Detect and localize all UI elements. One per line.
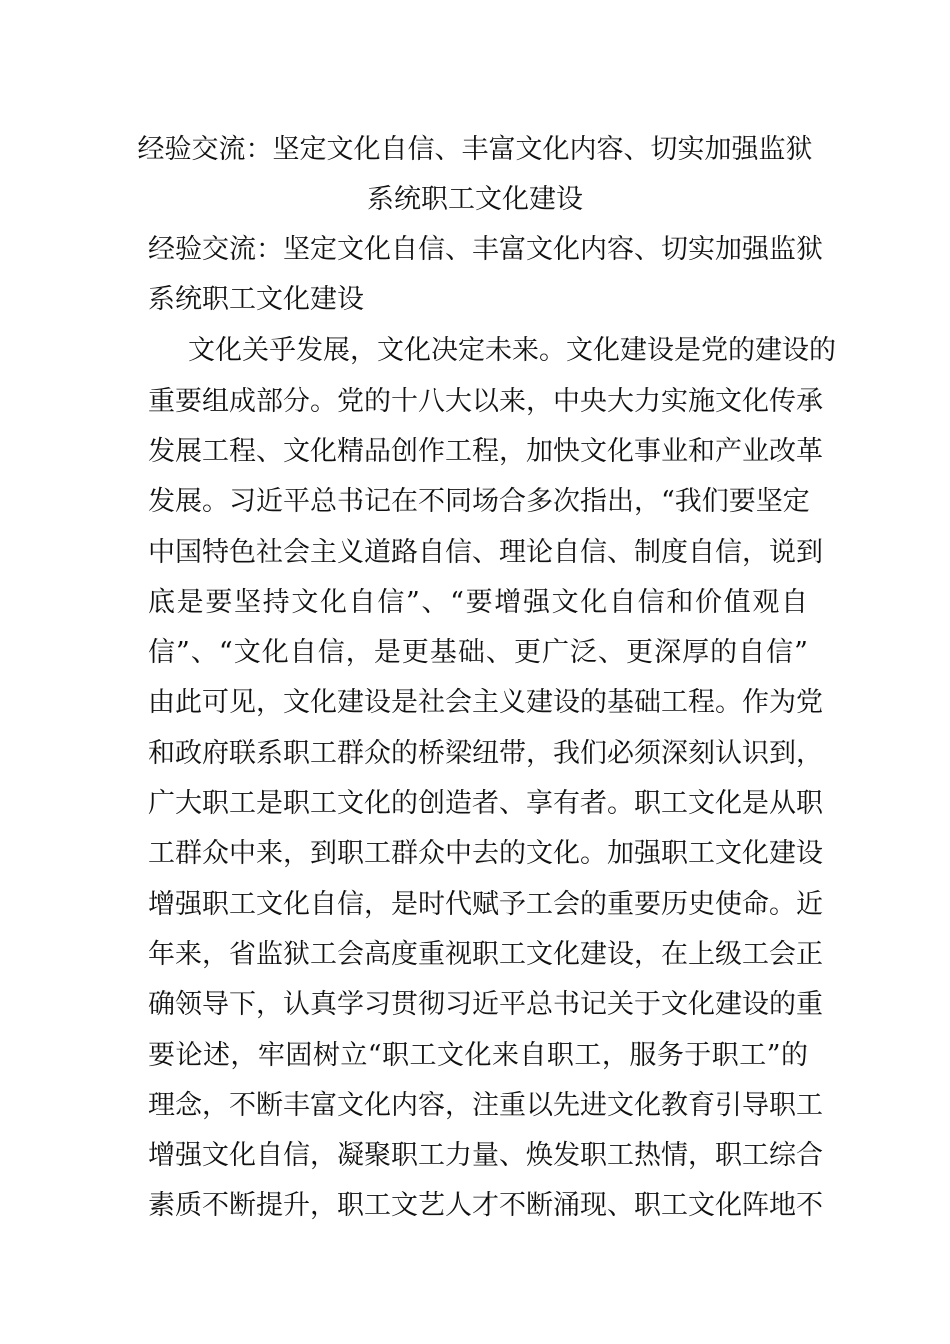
- paragraph-line: 确领导下，认真学习贯彻习近平总书记关于文化建设的重: [148, 989, 823, 1020]
- document-title-line-2: 系统职工文化建设: [367, 184, 583, 215]
- paragraph-line: 广大职工是职工文化的创造者、享有者。职工文化是从职: [148, 788, 823, 819]
- paragraph-line: 由此可见，文化建设是社会主义建设的基础工程。作为党: [148, 687, 823, 718]
- paragraph-line: 工群众中来，到职工群众中去的文化。加强职工文化建设: [148, 838, 823, 869]
- paragraph-line: 素质不断提升，职工文艺人才不断涌现、职工文化阵地不: [148, 1190, 823, 1221]
- paragraph-line: 增强职工文化自信，是时代赋予工会的重要历史使命。近: [148, 889, 823, 920]
- paragraph-line: 理念，不断丰富文化内容，注重以先进文化教育引导职工: [148, 1090, 823, 1121]
- paragraph-line: 增强文化自信，凝聚职工力量、焕发职工热情，职工综合: [148, 1140, 823, 1171]
- paragraph-line: 年来，省监狱工会高度重视职工文化建设，在上级工会正: [148, 939, 823, 970]
- paragraph-line: 中国特色社会主义道路自信、理论自信、制度自信，说到: [148, 537, 823, 568]
- paragraph-line: 发展。习近平总书记在不同场合多次指出，“我们要坚定: [148, 486, 810, 517]
- paragraph-line: 重要组成部分。党的十八大以来，中央大力实施文化传承: [148, 386, 823, 417]
- document-subtitle-line-2: 系统职工文化建设: [148, 284, 364, 315]
- document-title-line-1: 经验交流：坚定文化自信、丰富文化内容、切实加强监狱: [137, 134, 813, 165]
- paragraph-line: 文化关乎发展，文化决定未来。文化建设是党的建设的: [188, 335, 836, 366]
- paragraph-line: 和政府联系职工群众的桥梁纽带，我们必须深刻认识到，: [148, 738, 823, 769]
- paragraph-line: 要论述，牢固树立“职工文化来自职工，服务于职工”的: [148, 1040, 808, 1071]
- paragraph-line: 发展工程、文化精品创作工程，加快文化事业和产业改革: [148, 436, 823, 467]
- paragraph-line: 底是要坚持文化自信”、“要增强文化自信和价值观自: [148, 587, 808, 618]
- document-subtitle-line-1: 经验交流：坚定文化自信、丰富文化内容、切实加强监狱: [148, 234, 823, 265]
- paragraph-line: 信”、“文化自信，是更基础、更广泛、更深厚的自信”: [148, 637, 808, 668]
